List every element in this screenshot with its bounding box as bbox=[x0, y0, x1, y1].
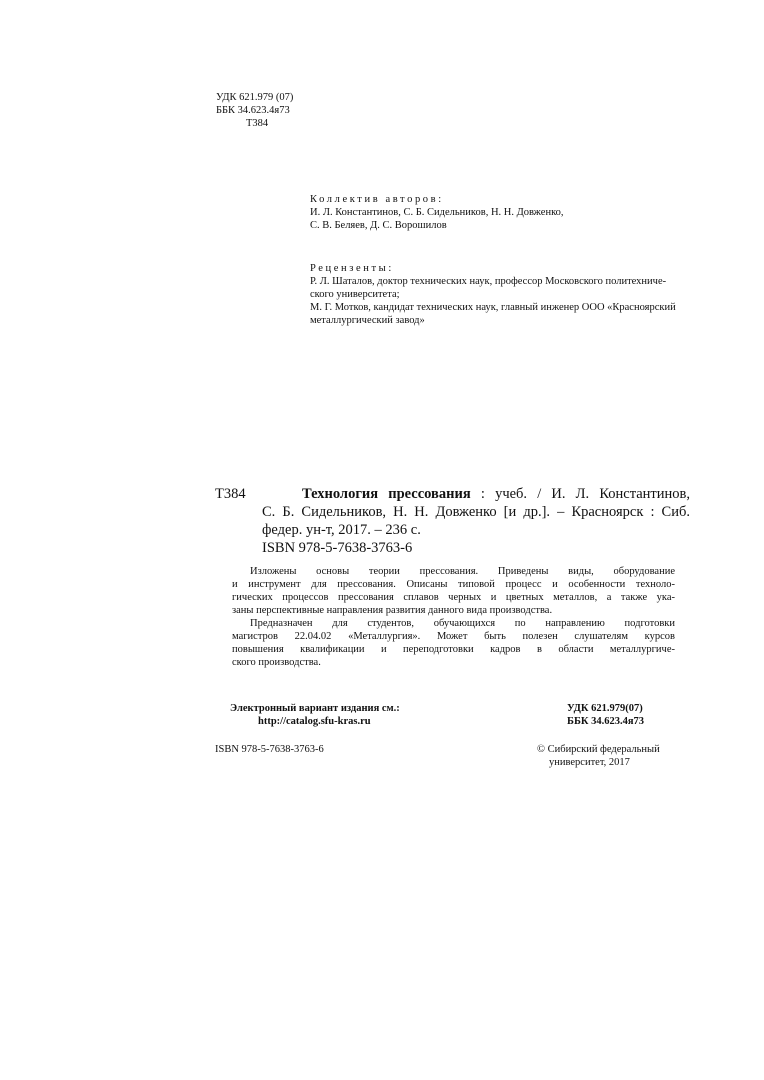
reviewer-line: ского университета; bbox=[310, 289, 400, 300]
abstract-line: ского производства. bbox=[232, 657, 321, 668]
copyright-line: университет, 2017 bbox=[549, 757, 630, 768]
citation-isbn: ISBN 978-5-7638-3763-6 bbox=[262, 540, 413, 556]
copyright-line: © Сибирский федеральный bbox=[537, 744, 660, 755]
abstract-line: Предназначен для студентов, обучающихся по направлению подготовки bbox=[250, 618, 675, 629]
bottom-codes bbox=[567, 702, 644, 728]
copyright bbox=[537, 743, 660, 769]
abstract-line: магистров 22.04.02 «Металлургия». Может быть полезен слушателям курсов bbox=[232, 631, 675, 642]
abstract-line: повышения квалификации и переподготовки кадров в области металлургиче- bbox=[232, 644, 675, 655]
udk-code: УДК 621.979 (07) bbox=[216, 92, 294, 103]
reviewers-heading: Рецензенты: bbox=[310, 263, 394, 274]
footer-isbn: ISBN 978-5-7638-3763-6 bbox=[215, 744, 324, 755]
catalog-link[interactable]: http://catalog.sfu-kras.ru bbox=[258, 716, 371, 727]
electronic-label: Электронный вариант издания см.: bbox=[230, 703, 400, 714]
citation-line: С. Б. Сидельников, Н. Н. Довженко [и др.]. – Красноярск : Сиб. bbox=[262, 504, 690, 520]
reviewers-block bbox=[310, 262, 674, 327]
electronic-version bbox=[230, 702, 400, 728]
abstract-line: Изложены основы теории прессования. Приведены виды, оборудование bbox=[250, 566, 675, 577]
reviewer-line: металлургический завод» bbox=[310, 315, 425, 326]
citation-line1-rest: : учеб. / И. Л. Константинов, bbox=[470, 486, 690, 502]
citation-line: федер. ун-т, 2017. – 236 с. bbox=[262, 522, 421, 538]
author-mark: Т384 bbox=[246, 118, 269, 129]
reviewer-line: Р. Л. Шаталов, доктор технических наук, профессор Московского политехниче- bbox=[310, 276, 667, 287]
abstract-line: гических процессов прессования сплавов черных и цветных металлов, а также ука- bbox=[232, 592, 675, 603]
citation-block bbox=[262, 485, 690, 557]
abstract-block bbox=[232, 565, 675, 669]
citation-line bbox=[262, 485, 690, 503]
top-codes bbox=[216, 91, 293, 130]
bbk-code-bottom: ББК 34.623.4я73 bbox=[567, 716, 645, 727]
citation-mark: Т384 bbox=[215, 486, 246, 502]
authors-heading: Коллектив авторов: bbox=[310, 194, 444, 205]
reviewer-line: М. Г. Мотков, кандидат технических наук, главный инженер ООО «Красноярский bbox=[310, 302, 676, 313]
abstract-line: и инструмент для прессования. Описаны типовой процесс и особенности техноло- bbox=[232, 579, 675, 590]
bbk-code: ББК 34.623.4я73 bbox=[216, 105, 290, 116]
udk-code-bottom: УДК 621.979(07) bbox=[567, 703, 643, 714]
book-title: Технология прессования bbox=[302, 486, 471, 502]
authors-line: С. В. Беляев, Д. С. Ворошилов bbox=[310, 220, 447, 231]
authors-block bbox=[310, 193, 564, 232]
abstract-line: заны перспективные направления развития данного вида производства. bbox=[232, 605, 553, 616]
authors-line: И. Л. Константинов, С. Б. Сидельников, Н. Н. Довженко, bbox=[310, 207, 564, 218]
